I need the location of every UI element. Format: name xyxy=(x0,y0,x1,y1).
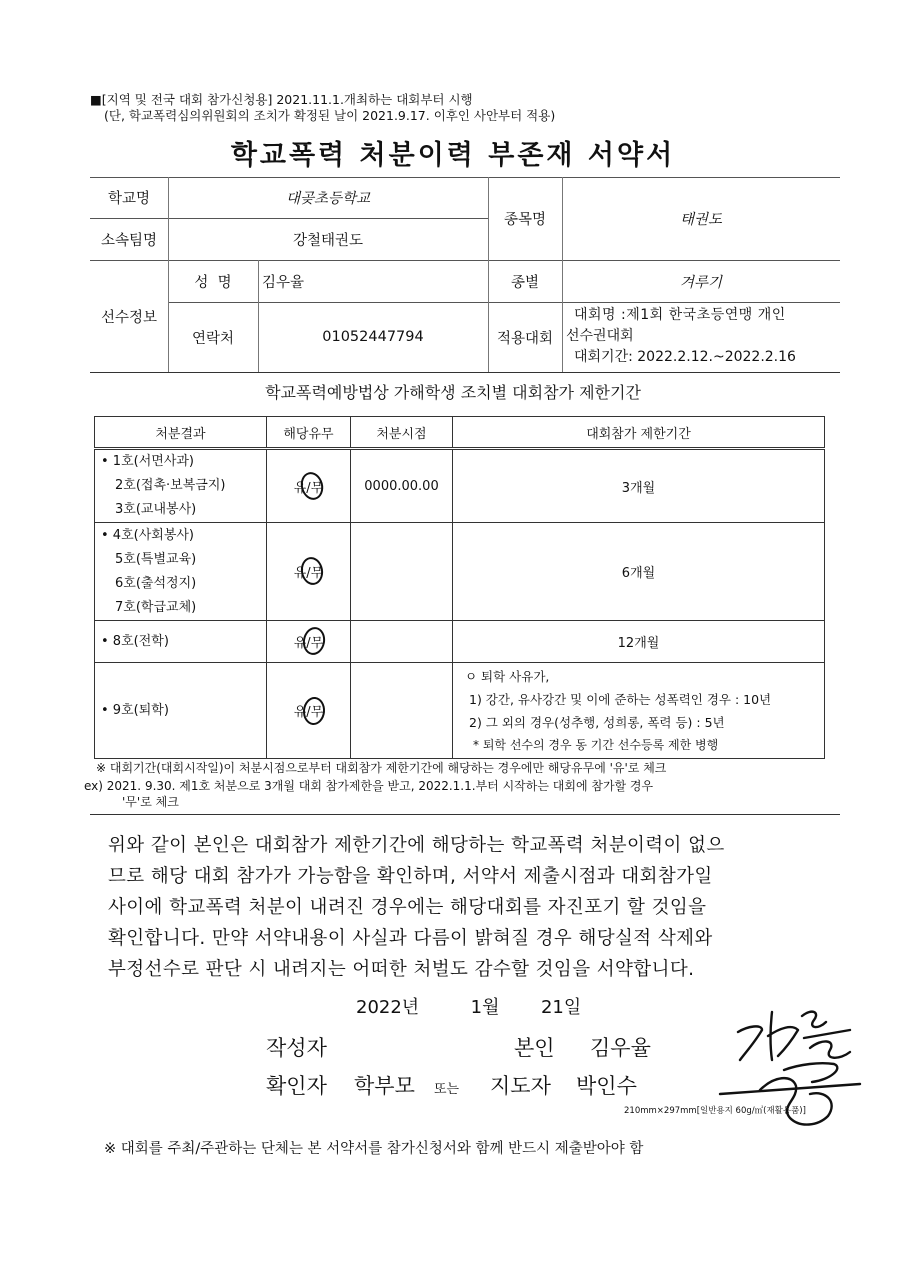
penalty-period: 12개월 xyxy=(453,621,825,663)
contact-label: 연락처 xyxy=(191,330,235,347)
self-name: 김우율 xyxy=(590,1036,651,1060)
col-result: 처분결과 xyxy=(95,417,267,449)
paper-size-note: 210mm×297mm[일반용지 60g/㎡(재활용품)] xyxy=(624,1106,806,1116)
writer-label: 작성자 xyxy=(266,1036,327,1060)
parent-label: 학부모 xyxy=(354,1074,415,1098)
notice-line-2: (단, 학교폭력심의위원회의 조치가 확정된 날이 2021.9.17. 이후인 사안부터 적용) xyxy=(104,108,556,123)
col-period: 대회참가 제한기간 xyxy=(453,417,825,449)
event-name: 대회명 :제1회 한국초등연맹 개인 선수권대회 대회기간: 2022.2.12.~2022.2.16 xyxy=(566,305,796,368)
category-label: 종별 xyxy=(510,274,539,291)
table-row xyxy=(95,523,825,621)
school-value: 대곶초등학교 xyxy=(285,191,371,207)
penalty-date xyxy=(351,621,453,663)
table-row xyxy=(95,663,825,759)
coach-label: 지도자 xyxy=(490,1074,551,1098)
footnote-2: ex) 2021. 9.30. 제1호 처분으로 3개월 대회 참가제한을 받고, 2022.1.1.부터 시작하는 대회에 참가할 경우 xyxy=(84,779,654,793)
table-row xyxy=(95,449,825,523)
footnote-3: '무'로 체크 xyxy=(122,795,179,809)
school-label: 학교명 xyxy=(107,191,151,207)
sport-label: 종목명 xyxy=(503,212,547,228)
penalty-date xyxy=(351,523,453,621)
confirm-label: 확인자 xyxy=(266,1074,327,1098)
col-applicable: 해당유무 xyxy=(267,417,351,449)
result-items: • 1호(서면사과) 2호(접촉·보복금지) 3호(교내봉사) xyxy=(95,449,267,523)
table-header-row xyxy=(95,417,825,449)
footnote-1: ※ 대회기간(대회시작일)이 처분시점으로부터 대회참가 제한기간에 해당하는 경우에만 해당유무에 '유'로 체크 xyxy=(96,761,667,775)
notice-line-1: ■[지역 및 전국 대회 참가신청용] 2021.11.1.개최하는 대회부터 시행 xyxy=(90,92,473,107)
penalty-subtitle: 학교폭력예방법상 가해학생 조치별 대회참가 제한기간 xyxy=(265,383,641,402)
submission-note: ※ 대회를 주최/주관하는 단체는 본 서약서를 참가신청서와 함께 반드시 제출받아야 함 xyxy=(104,1141,644,1157)
or-label: 또는 xyxy=(434,1082,460,1097)
event-period: 대회기간: 2022.2.12.~2022.2.16 xyxy=(574,349,796,365)
name-value: 김우율 xyxy=(262,274,305,291)
name-label: 성 명 xyxy=(194,274,232,291)
check-circle-mark xyxy=(302,696,326,726)
self-label: 본인 xyxy=(514,1036,555,1060)
team-label: 소속팀명 xyxy=(100,232,158,249)
handwritten-signature xyxy=(700,990,880,1150)
result-items: • 4호(사회봉사) 5호(특별교육) 6호(출석정지) 7호(학급교체) xyxy=(95,523,267,621)
contact-value: 01052447794 xyxy=(322,329,424,345)
penalty-period: 6개월 xyxy=(453,523,825,621)
pledge-text: 위와 같이 본인은 대회참가 제한기간에 해당하는 학교폭력 처분이력이 없으 므로 해당 대회 참가가 가능함을 확인하며, 서약서 제출시점과 대회참가일 사이에 학교폭력 처분이 내려진 경우에는 해당대회를 자진포기 할 것임을 확인합니다. 만약 서약내용이 사실과 다름이 밝혀질 경우 해당실적 삭제와 부정선수로 판단 시 내려지는 어떠한 처벌도 감수할 것임을 서약합니다. xyxy=(108,835,725,980)
applicable-check: 유/무 xyxy=(267,621,351,663)
category-value: 겨루기 xyxy=(679,274,723,291)
col-date: 처분시점 xyxy=(351,417,453,449)
athlete-info-label: 선수정보 xyxy=(100,309,158,326)
coach-name: 박인수 xyxy=(576,1074,637,1098)
check-circle-mark xyxy=(299,555,326,586)
team-value: 강철태권도 xyxy=(292,232,364,249)
table-row xyxy=(95,621,825,663)
penalty-date xyxy=(351,663,453,759)
applicable-check: 유/무 xyxy=(267,663,351,759)
penalty-period: 3개월 xyxy=(453,449,825,523)
applicable-check: 유/무 xyxy=(267,449,351,523)
result-items: • 9호(퇴학) xyxy=(95,663,267,759)
event-label: 적용대회 xyxy=(496,330,554,347)
penalty-date: 0000.00.00 xyxy=(351,449,453,523)
applicable-check: 유/무 xyxy=(267,523,351,621)
penalty-table xyxy=(94,416,825,759)
check-circle-mark xyxy=(298,470,326,503)
sport-value: 태권도 xyxy=(679,212,723,228)
check-circle-mark xyxy=(301,625,328,656)
result-items: • 8호(전학) xyxy=(95,621,267,663)
expulsion-period: ㅇ 퇴학 사유가, 1) 강간, 유사강간 및 이에 준하는 성폭력인 경우 : 10년 2) 그 외의 경우(성추행, 성희롱, 폭력 등) : 5년 * 퇴학 선수의 경우 동 기간 선수등록 제한 병행 xyxy=(453,663,825,759)
document-title: 학교폭력 처분이력 부존재 서약서 xyxy=(230,140,676,171)
pledge-date: 2022년 1월 21일 xyxy=(356,997,582,1018)
